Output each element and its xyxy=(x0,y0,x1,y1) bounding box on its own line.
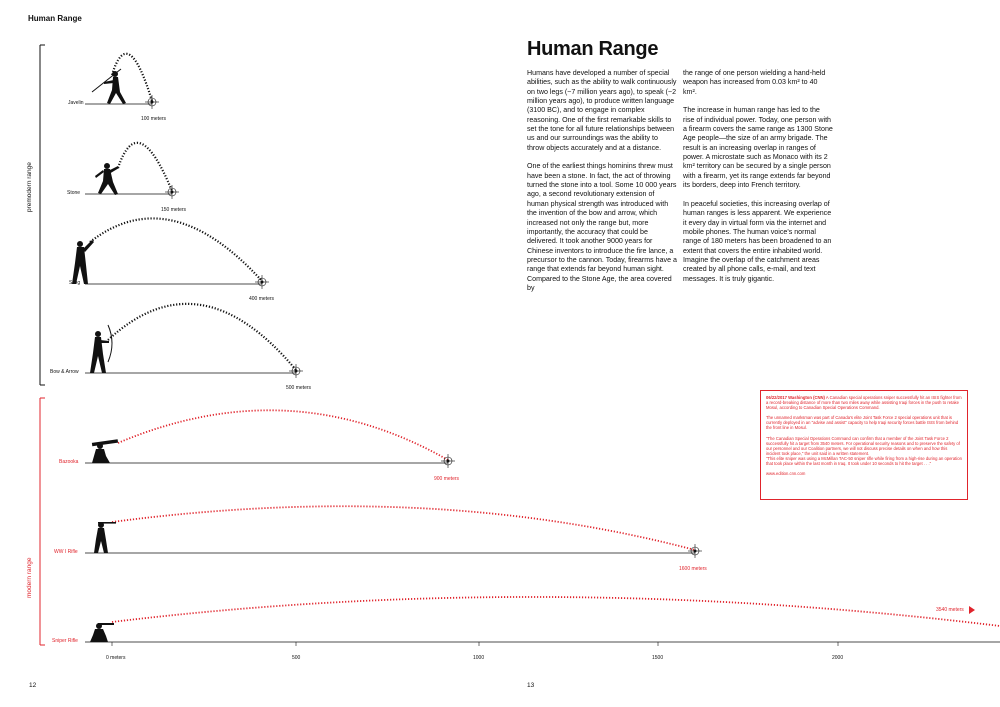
weapon-label: Bazooka xyxy=(59,459,79,465)
news-paragraph: "This elite sniper was using a McMillan TAC-50 sniper rifle while firing from a high-rise during an operation that took place within the last month in Iraq. It took under 10 seconds to hit the target . . ." xyxy=(766,455,962,467)
arrow-right-icon xyxy=(969,606,975,614)
target-rifle xyxy=(688,544,702,558)
rifleman-figure xyxy=(94,522,116,553)
range-label: 500 meters xyxy=(286,385,312,391)
trajectory-sling xyxy=(90,218,262,281)
sling-thrower-figure xyxy=(72,240,94,284)
target-bazooka xyxy=(441,454,455,468)
weapon-label: Stone xyxy=(67,190,81,196)
range-label: 900 meters xyxy=(434,476,460,482)
scale-tick-label: 500 xyxy=(292,655,301,661)
news-paragraph: The unnamed marksman was part of Canada's elite Joint Task Force 2 special operations unit that is currently deployed in an "advise and assist" capacity to help Iraqi security forces battle ISIS from behind the front line in Mosul. xyxy=(766,415,959,431)
section-header: Human Range xyxy=(28,14,82,23)
weapon-label: Sniper Rifle xyxy=(52,638,78,644)
bazooka-soldier-figure xyxy=(92,439,118,463)
range-label: 1600 meters xyxy=(679,566,707,572)
scale-tick-label: 1500 xyxy=(652,655,664,661)
modern-axis-label: modern range xyxy=(26,557,33,598)
trajectory-bazooka xyxy=(118,410,448,460)
news-quote-box xyxy=(760,390,968,500)
news-paragraph: "The Canadian Special Operations Command can confirm that a member of the Joint Task Force 2 successfully hit a target from 3540 meters. For operational security reasons and to preserve the safety of our personnel and our Coalition partners, we will not discuss precise details on when and how this incident took place," the unit said in a written statement. xyxy=(766,435,960,456)
scale-tick-label: 2000 xyxy=(832,655,844,661)
range-label: 3540 meters xyxy=(936,607,964,613)
weapon-label: Bow & Arrow xyxy=(50,369,79,375)
range-label: 100 meters xyxy=(141,116,167,122)
archer-figure xyxy=(90,325,112,373)
news-lead: A Canadian special operations sniper successfully hit an ISIS fighter from a record-breaking distance of more than two miles away while assisting Iraqi forces in the push to retake Mosul, according to Canadian Special Operations Command. xyxy=(766,395,962,411)
weapon-label: Javelin xyxy=(68,100,84,106)
page-number-left: 12 xyxy=(29,682,37,689)
weapon-label: WW I Rifle xyxy=(54,549,78,555)
page-title: Human Range xyxy=(527,38,659,60)
target-bow xyxy=(289,364,303,378)
trajectory-sniper xyxy=(112,597,1000,626)
premodern-axis-label: premodern range xyxy=(26,162,33,212)
trajectory-stone xyxy=(118,143,172,191)
sniper-figure xyxy=(90,623,114,642)
stone-thrower-figure xyxy=(95,163,119,195)
javelin-thrower-figure xyxy=(92,69,126,104)
trajectory-rifle xyxy=(112,506,695,550)
page-number-right: 13 xyxy=(527,682,535,689)
news-source: www.edition.cnn.com xyxy=(766,471,806,477)
news-paragraph xyxy=(766,395,962,410)
range-label: 150 meters xyxy=(161,207,187,213)
paragraph: the range of one person wielding a hand-held weapon has increased from 0.03 km² to 40 km². xyxy=(683,69,826,96)
target-javelin xyxy=(145,95,159,109)
weapon-label: Sling xyxy=(69,280,81,286)
trajectory-bow xyxy=(108,304,296,370)
paragraph: The increase in human range has led to the rise of individual power. Today, one person with a firearm covers the same range as 1300 Stone Age people—the size of an army brigade. The result is an increasing overlap in ranges of power. A microstate such as Monaco with its 2 km² territory can be secured by a single person with a firearm, yet its range extends far beyond its borders, deep into French territory. xyxy=(683,106,833,190)
scale-tick-label: 0 meters xyxy=(106,655,126,661)
paragraph: In peaceful societies, this increasing overlap of human ranges is less apparent. We experience it every day in virtual form via the internet and mobile phones. The human voice's normal range of 180 meters has been broadened to an extent that covers the entire inhabited world. Imagine the overlap of the catchment areas created by all phone calls, e-mail, and text messages. It is truly gigantic. xyxy=(683,199,832,283)
paragraph: Humans have developed a number of special abilities, such as the ability to walk continuously on two legs (~7 million years ago), to speak (~2 million years ago), to produce written language (3100 BC), and to engage in complex reasoning. One of the first remarkable skills to set the tone for all future relationships between us and our surroundings was the ability to throw objects accurately and at a distance. xyxy=(527,69,677,152)
scale-tick-label: 1000 xyxy=(473,655,485,661)
paragraph: One of the earliest things hominins threw must have been a stone. In fact, the act of throwing turned the stone into a tool. Some 10 000 years ago, a second revolutionary extension of human physical strength was introduced with the invention of the bow and arrow, which increased not only the range but, more importantly, the accuracy that could be delivered. It took another 9000 years for Chinese inventors to introduce the fire lance, a precursor to the cannon. Today, firearms have a range that extends far beyond human sight. Compared to the Stone Age, the area covered by xyxy=(527,162,677,292)
target-stone xyxy=(165,185,179,199)
news-dateline: 06/22/2017 Washington (CNN) xyxy=(766,395,825,400)
range-label: 400 meters xyxy=(249,296,275,302)
target-sling xyxy=(255,275,269,289)
